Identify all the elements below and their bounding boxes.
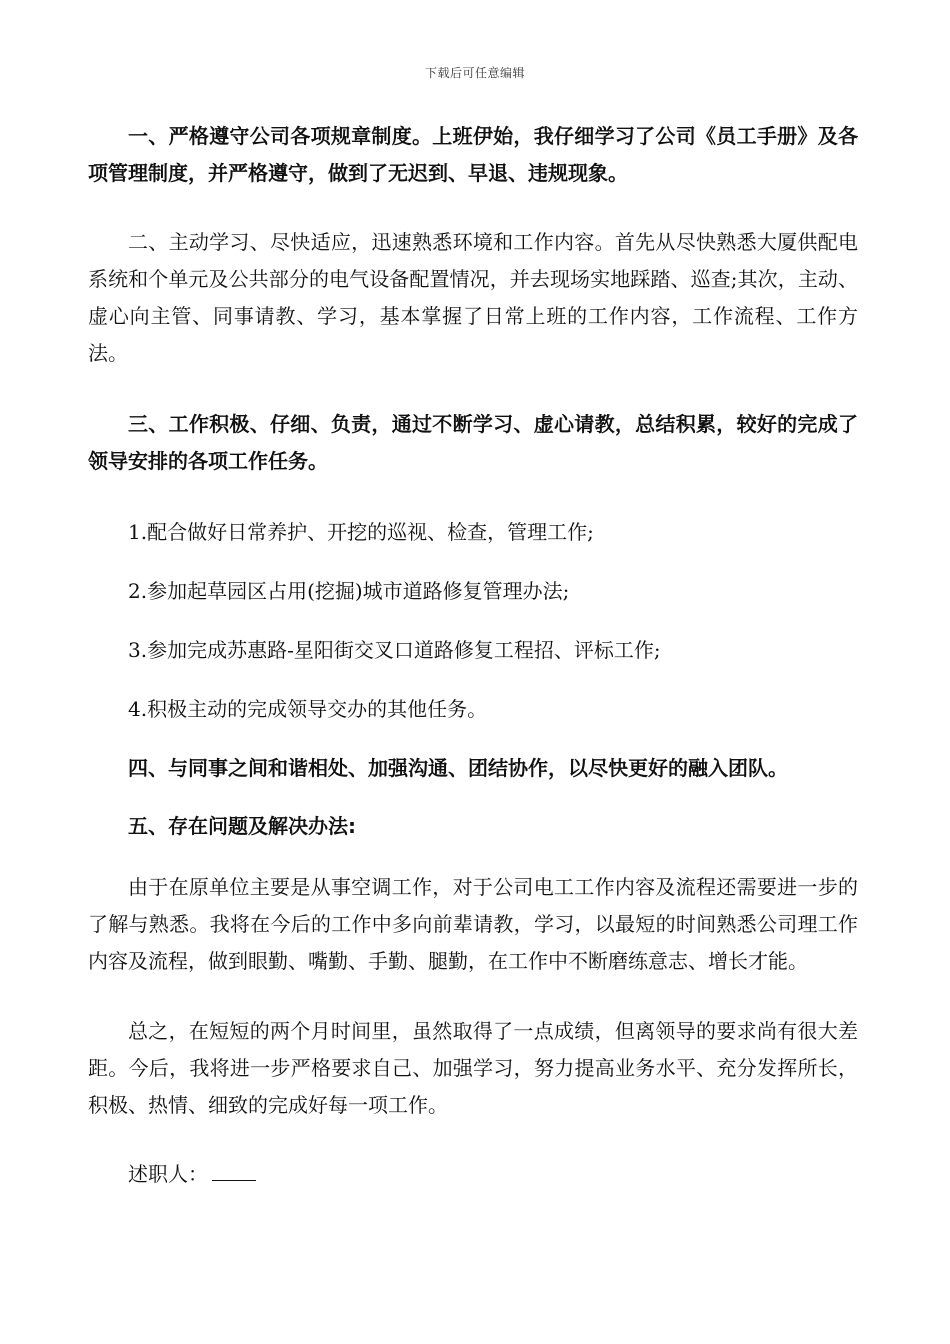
section-3-paragraph: 三、工作积极、仔细、负责，通过不断学习、虚心请教，总结积累，较好的完成了领导安排的各项工作任务。 (88, 412, 858, 473)
list-item: 3.参加完成苏惠路-星阳街交叉口道路修复工程招、评标工作; (128, 638, 661, 662)
section-4-paragraph: 四、与同事之间和谐相处、加强沟通、团结协作，以尽快更好的融入团队。 (128, 756, 788, 780)
list-item: 4.积极主动的完成领导交办的其他任务。 (128, 697, 488, 721)
list-item: 2.参加起草园区占用(挖掘)城市道路修复管理办法; (128, 579, 570, 603)
signature-line (88, 1156, 858, 1193)
page-header-note: 下载后可任意编辑 (424, 66, 525, 80)
section-1-paragraph: 一、严格遵守公司各项规章制度。上班伊始，我仔细学习了公司《员工手册》及各项管理制度，并严格遵守，做到了无迟到、早退、违规现象。 (88, 124, 858, 185)
section-5-heading: 五、存在问题及解决办法: (128, 814, 356, 838)
signature-blank (212, 1160, 256, 1181)
document-body (88, 118, 858, 1193)
section-2-paragraph: 二、主动学习、尽快适应，迅速熟悉环境和工作内容。首先从尽快熟悉大厦供配电系统和个单元及公共部分的电气设备配置情况，并去现场实地踩踏、巡查;其次，主动、虚心向主管、同事请教、学习，基本掌握了日常上班的工作内容，工作流程、工作方法。 (88, 230, 858, 365)
problems-paragraph: 由于在原单位主要是从事空调工作，对于公司电工工作内容及流程还需要进一步的了解与熟悉。我将在今后的工作中多向前辈请教，学习，以最短的时间熟悉公司理工作内容及流程，做到眼勤、嘴勤、手勤、腿勤，在工作中不断磨练意志、增长才能。 (88, 875, 858, 973)
signature-label: 述职人： (128, 1162, 208, 1186)
conclusion-paragraph: 总之，在短短的两个月时间里，虽然取得了一点成绩，但离领导的要求尚有很大差距。今后，我将进一步严格要求自己、加强学习，努力提高业务水平、充分发挥所长，积极、热情、细致的完成好每一项工作。 (88, 1019, 858, 1117)
list-item: 1.配合做好日常养护、开挖的巡视、检查，管理工作; (128, 520, 594, 544)
